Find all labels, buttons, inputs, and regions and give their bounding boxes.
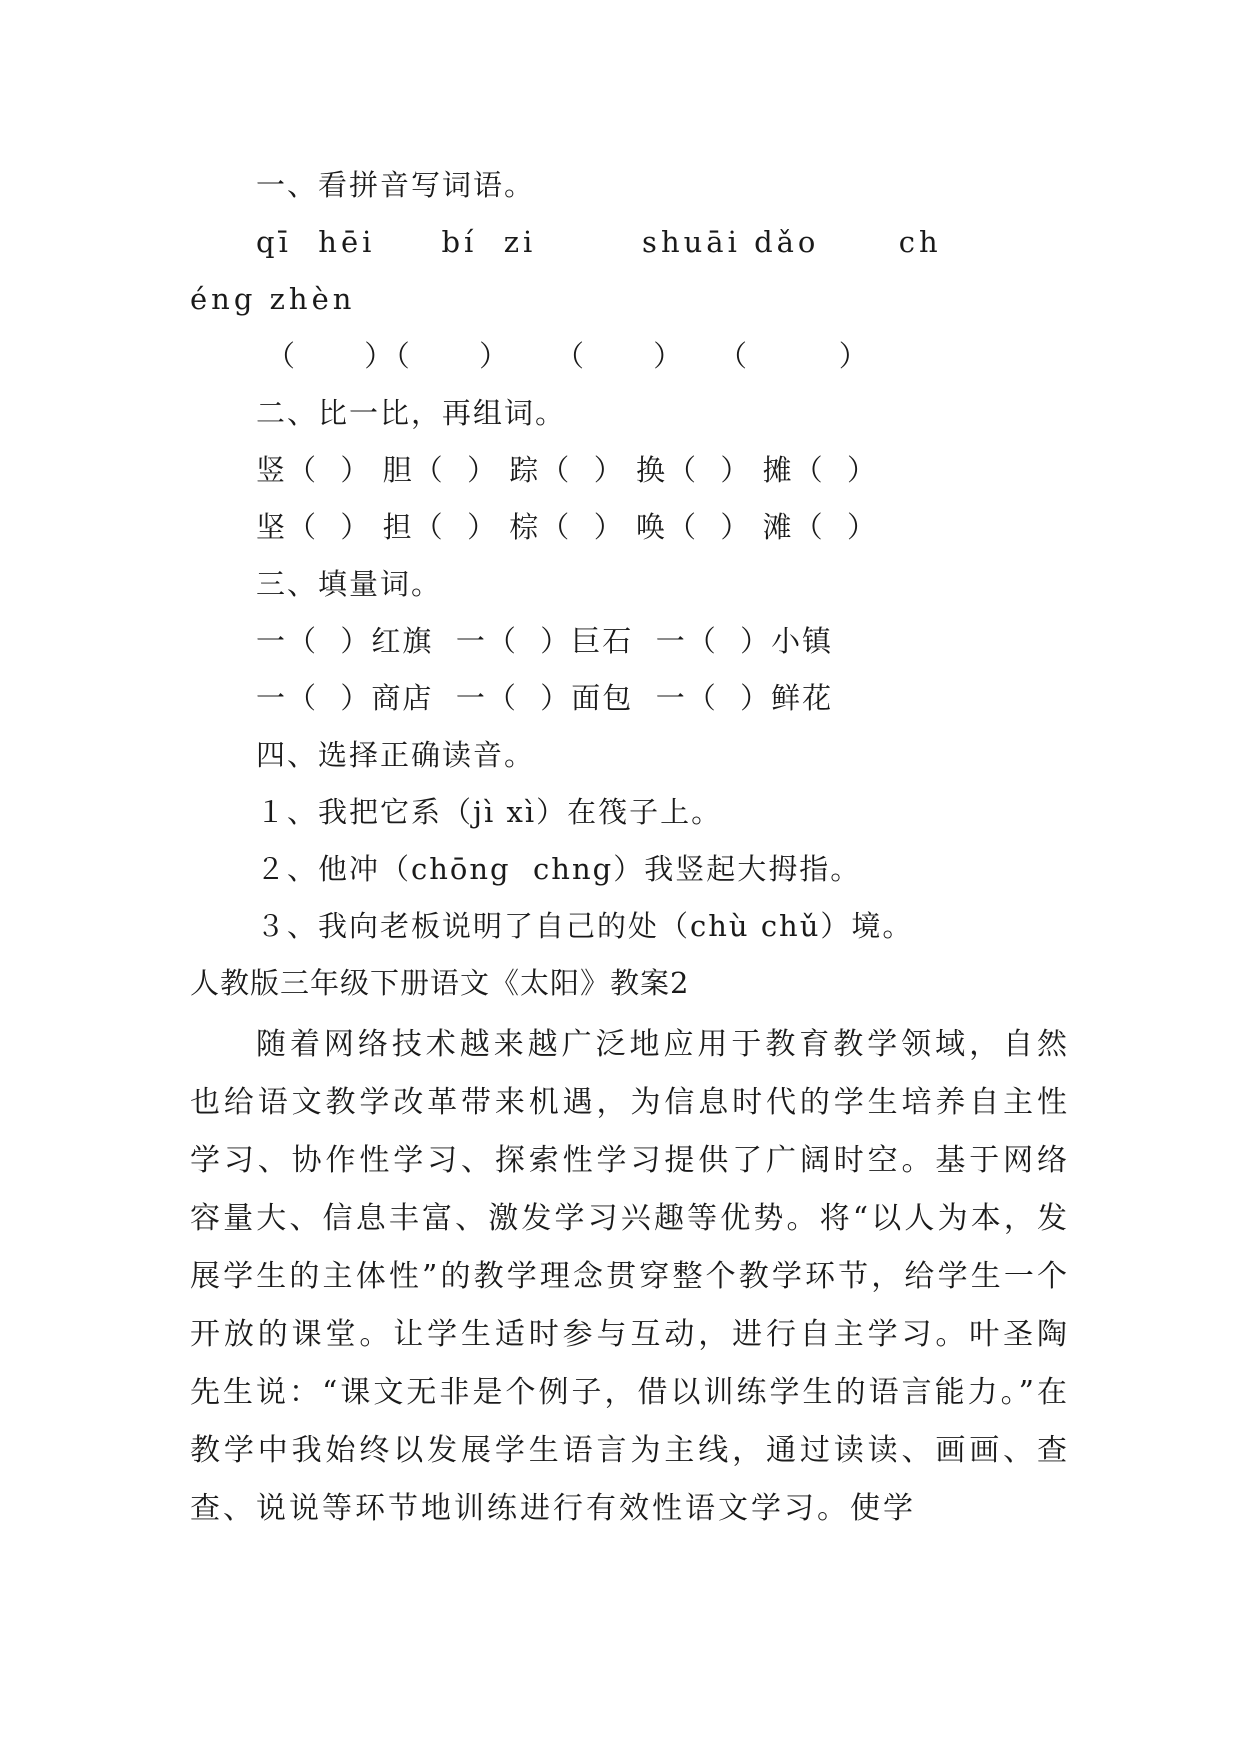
section1-heading: 一、看拼音写词语。 bbox=[256, 168, 536, 202]
pinyin-line-2: éng zhèn bbox=[190, 282, 356, 316]
section2-heading: 二、比一比，再组词。 bbox=[256, 396, 567, 430]
compare-row-1: 竖（ ） 胆（ ） 踪（ ） 换（ ） 摊（ ） bbox=[256, 453, 879, 487]
article-paragraph: 随着网络技术越来越广泛地应用于教育教学领域，自然也给语文教学改革带来机遇，为信息时代的学生培养自主性学习、协作性学习、探索性学习提供了广阔时空。基于网络容量大、信息丰富、激发学习兴趣等优势。将“以人为本，发展学生的主体性”的教学理念贯穿整个教学环节，给学生一个开放的课堂。让学生适时参与互动，进行自主学习。叶圣陶先生说：“课文无非是个例子，借以训练学生的语言能力。”在教学中我始终以发展学生语言为主线，通过读读、画画、查查、说说等环节地训练进行有效性语文学习。使学 bbox=[190, 1027, 1070, 1526]
measure-row-1: 一（ ）红旗 一（ ）巨石 一（ ）小镇 bbox=[256, 624, 834, 658]
pinyin-line-1: qī hēi bí zi shuāi dǎo ch bbox=[256, 225, 942, 259]
reading-item-2: ２、他冲（chōng chng）我竖起大拇指。 bbox=[256, 852, 862, 886]
reading-item-1: １、我把它系（jì xì）在筏子上。 bbox=[256, 795, 723, 829]
section3-heading: 三、填量词。 bbox=[256, 567, 443, 601]
measure-row-2: 一（ ）商店 一（ ）面包 一（ ）鲜花 bbox=[256, 681, 834, 715]
compare-row-2: 坚（ ） 担（ ） 棕（ ） 唤（ ） 滩（ ） bbox=[256, 510, 879, 544]
reading-item-3: ３、我向老板说明了自己的处（chù chǔ）境。 bbox=[256, 909, 914, 943]
section4-heading: 四、选择正确读音。 bbox=[256, 738, 536, 772]
article-title: 人教版三年级下册语文《太阳》教案2 bbox=[190, 966, 690, 1000]
answer-blanks: （ ）（ ） （ ） （ ） bbox=[266, 339, 870, 373]
